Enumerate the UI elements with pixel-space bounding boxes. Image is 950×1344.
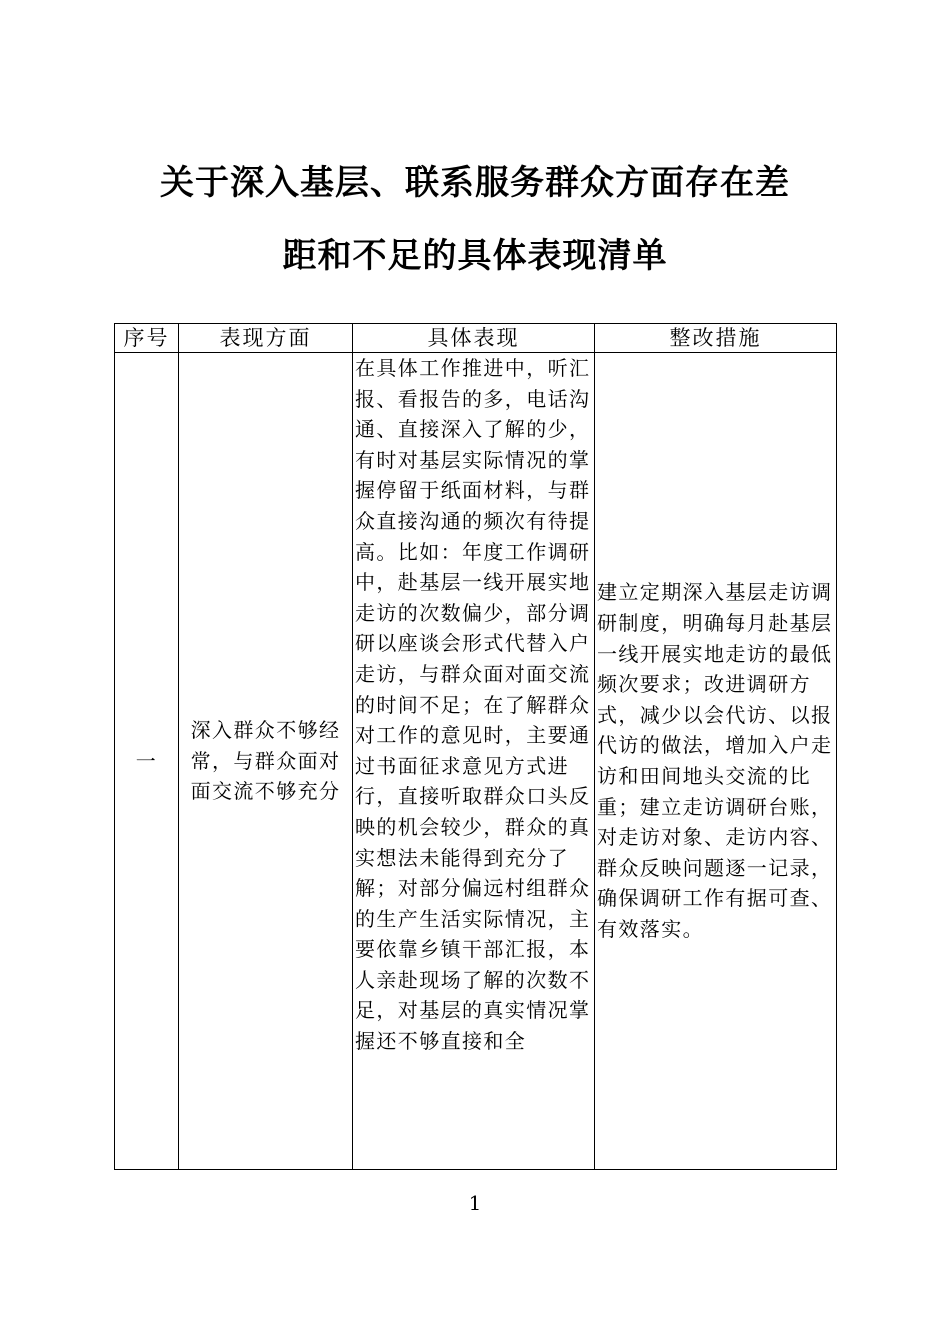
document-title-line-1: 关于深入基层、联系服务群众方面存在差 — [160, 163, 790, 203]
issue-list-table — [114, 323, 837, 1170]
row-detail-cell: 在具体工作推进中，听汇报、看报告的多，电话沟通、直接深入了解的少，有时对基层实际情况的掌握停留于纸面材料，与群众直接沟通的频次有待提高。比如：年度工作调研中，赴基层一线开展实地走访的次数偏少，部分调研以座谈会形式代替入户走访，与群众面对面交流的时间不足；在了解群众对工作的意见时，主要通过书面征求意见方式进行，直接听取群众口头反映的机会较少，群众的真实想法未能得到充分了解；对部分偏远村组群众的生产生活实际情况，主要依靠乡镇干部汇报，本人亲赴现场了解的次数不足，对基层的真实情况掌握还不够直接和全 — [353, 353, 595, 1170]
row-aspect-cell: 深入群众不够经常，与群众面对面交流不够充分 — [179, 353, 353, 1170]
table-header-row — [115, 324, 837, 353]
document-title-line-2: 距和不足的具体表现清单 — [282, 236, 668, 276]
row-seq-cell: 一 — [115, 353, 179, 1170]
header-detail: 具体表现 — [353, 324, 595, 353]
header-measure: 整改措施 — [595, 324, 837, 353]
row-measure-cell: 建立定期深入基层走访调研制度，明确每月赴基层一线开展实地走访的最低频次要求；改进调研方式，减少以会代访、以报代访的做法，增加入户走访和田间地头交流的比重；建立走访调研台账，对走访对象、走访内容、群众反映问题逐一记录，确保调研工作有据可查、有效落实。 — [595, 353, 837, 1170]
header-seq: 序号 — [115, 324, 179, 353]
page-number: 1 — [468, 1191, 482, 1215]
header-aspect: 表现方面 — [179, 324, 353, 353]
table-row — [115, 353, 837, 1170]
